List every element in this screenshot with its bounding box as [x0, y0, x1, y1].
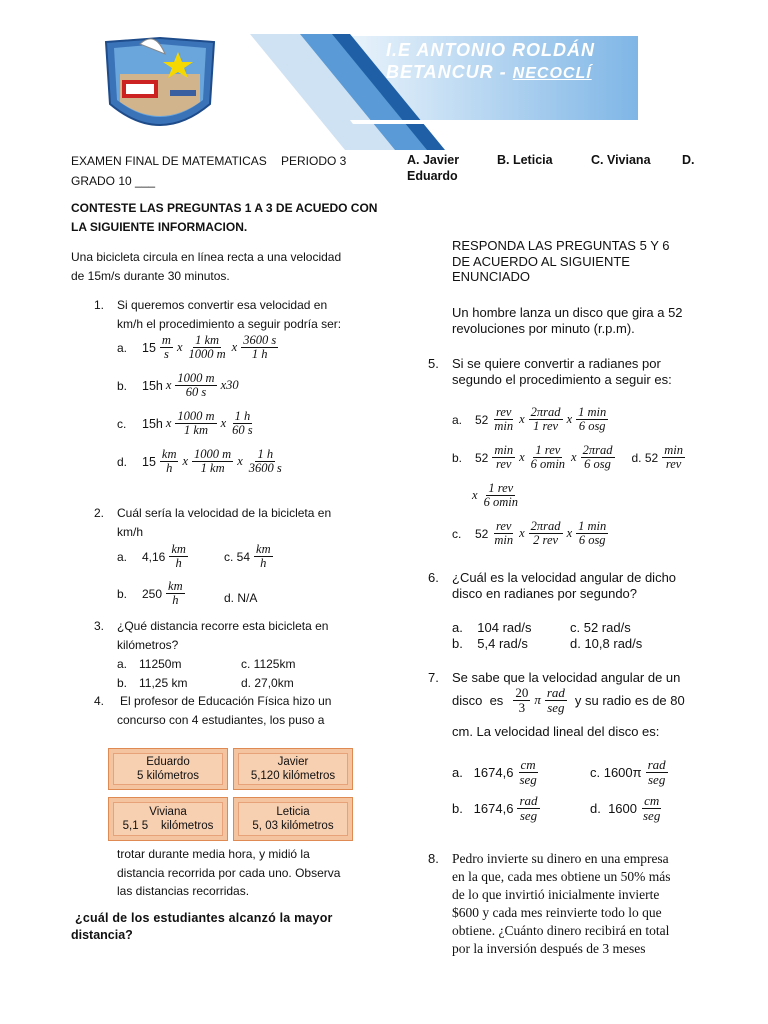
q2-text-line1: Cuál sería la velocidad de la bicicleta en	[117, 506, 332, 520]
q7-pi: π	[534, 692, 541, 708]
q1-d-frac1-num: km	[161, 447, 177, 461]
q1-d-frac2-den: 1 km	[200, 461, 225, 476]
times-sign: x	[519, 526, 525, 541]
q2-c-label: c. 54	[224, 549, 251, 564]
q2-a-unit-num: km	[171, 542, 186, 556]
q7-unit-num: rad	[546, 685, 565, 700]
student-card-viviana	[108, 797, 228, 841]
q6-option-c: c. 52 rad/s	[570, 620, 631, 635]
q7-a-unit	[517, 758, 538, 786]
q1-d-frac1	[160, 448, 179, 475]
q1-a-frac3-den: 1 h	[251, 347, 268, 362]
times-sign: x	[472, 488, 478, 503]
q5-c-frac3	[576, 520, 608, 547]
q5-d-label: d. 52	[631, 450, 659, 465]
q5-c-frac2-den: 2 rev	[533, 533, 559, 548]
q6-number: 6.	[428, 570, 439, 585]
q2-option-d: d. N/A	[224, 591, 258, 605]
q8-text-line: de lo que invirtió inicialmente invierte	[452, 887, 660, 902]
student-name: Leticia	[276, 805, 310, 818]
q7-angular-coef	[513, 686, 530, 714]
exam-title: EXAMEN FINAL DE MATEMATICAS	[71, 154, 267, 168]
q1-a-label: a.	[117, 340, 128, 355]
q7-text-line2	[452, 686, 685, 714]
q5-b-frac2-num: 1 rev	[535, 443, 561, 457]
instruction-5-6-line2: DE ACUERDO AL SIGUIENTE	[452, 254, 630, 269]
q8-text-line: por la inversión después de 3 meses	[452, 941, 646, 956]
q5-d-frac1	[662, 444, 685, 471]
q5-c-frac3-den: 6 osg	[578, 533, 606, 548]
times-sign: x	[165, 416, 172, 431]
q1-a-frac2	[187, 334, 228, 361]
school-name-betancur: BETANCUR -	[386, 62, 507, 82]
q7-d-unit-num: cm	[644, 793, 660, 808]
q4-answer-d: D.	[682, 153, 695, 167]
q8-text-line: obtiene. ¿Cuánto dinero recibirá en total	[452, 923, 670, 938]
q2-option-b	[117, 580, 186, 607]
q6-option-a: a. 104 rad/s	[452, 620, 532, 635]
q1-b-frac1-num: 1000 m	[177, 371, 215, 385]
q7-d-label: d. 1600	[590, 800, 637, 816]
q5-c-frac1-num: rev	[495, 519, 512, 533]
q4-number: 4.	[94, 694, 105, 708]
q1-d-frac1-den: h	[166, 461, 173, 476]
q5-a-frac3-den: 6 osg	[578, 419, 606, 434]
q3-text-line2: kilómetros?	[117, 638, 179, 652]
q8-number: 8.	[428, 851, 439, 866]
school-city: NECOCLÍ	[512, 65, 592, 82]
q1-a-frac2-den: 1000 m	[188, 347, 226, 362]
q7-text-line1: Se sabe que la velocidad angular de un	[452, 670, 681, 685]
times-sign: x	[220, 416, 227, 431]
q6-option-d: d. 10,8 rad/s	[570, 636, 643, 651]
q2-a-label: a.	[117, 549, 128, 564]
instruction-line1: CONTESTE LAS PREGUNTAS 1 A 3 DE ACUEDO CON	[71, 201, 378, 215]
disc-context-line1: Un hombre lanza un disco que gira a 52	[452, 305, 683, 320]
exam-period: PERIODO 3	[281, 154, 347, 168]
q3-option-c: c. 1125km	[241, 657, 296, 671]
q1-a-frac1-den: s	[163, 347, 169, 362]
student-distance: 5,120 kilómetros	[250, 770, 336, 782]
q8-text-line: Pedro invierte su dinero en una empresa	[452, 851, 669, 866]
student-card-leticia	[233, 797, 353, 841]
q5-d-frac1-num: min	[664, 443, 683, 457]
q1-text-line2: km/h el procedimiento a seguir podría ser:	[117, 317, 342, 331]
q4-answer-b: B. Leticia	[497, 153, 553, 167]
q5-a-frac3	[576, 406, 608, 433]
q1-a-coef: 15	[142, 340, 156, 355]
q4-question-line2: distancia?	[71, 928, 133, 942]
q7-tail: y su radio es de 80	[574, 692, 685, 708]
q5-a-frac2-den: 1 rev	[533, 419, 559, 434]
q5-b-coef: 52	[475, 450, 489, 465]
q1-b-tail: x30	[220, 378, 239, 393]
instruction-5-6-line1: RESPONDA LAS PREGUNTAS 5 Y 6	[452, 238, 670, 253]
q5-b-frac1-num: min	[494, 443, 514, 457]
q5-number: 5.	[428, 356, 439, 371]
header-banner	[100, 34, 640, 150]
q6-option-b: b. 5,4 rad/s	[452, 636, 528, 651]
q7-option-d	[590, 794, 663, 822]
q7-d-unit-den: seg	[643, 807, 661, 823]
q2-option-c	[224, 543, 274, 570]
q4-after-line2: distancia recorrida por cada uno. Observa	[117, 866, 341, 880]
q1-b-frac1	[175, 372, 216, 399]
q5-b-frac1-den: rev	[495, 457, 512, 472]
q2-c-unit	[254, 543, 273, 570]
q5-option-b	[452, 444, 686, 471]
q5-d-frac1-den: rev	[665, 457, 682, 472]
q1-b-frac1-den: 60 s	[185, 385, 207, 400]
q3-option-d: d. 27,0km	[241, 676, 294, 690]
q1-c-frac2-num: 1 h	[234, 409, 251, 423]
q1-d-frac3	[247, 448, 284, 475]
q7-d-unit	[641, 794, 662, 822]
q3-text-line1: ¿Qué distancia recorre esta bicicleta en	[117, 619, 329, 633]
q7-option-b	[452, 794, 541, 822]
q2-text-line2: km/h	[117, 525, 144, 539]
q5-c-frac1	[492, 520, 515, 547]
q7-disc-label: disco es	[452, 692, 504, 708]
times-sign: x	[566, 412, 573, 427]
q5-option-a	[452, 406, 609, 433]
q1-c-frac1	[175, 410, 216, 437]
q5-d-frac2-num: 1 rev	[488, 481, 514, 495]
q5-a-frac1	[492, 406, 515, 433]
q7-c-label: c. 1600π	[590, 764, 642, 780]
q1-c-frac1-den: 1 km	[184, 423, 208, 438]
q2-b-value: 250	[142, 586, 163, 601]
q1-a-frac3	[241, 334, 278, 361]
q7-frac-den: 3	[518, 699, 526, 715]
q1-c-frac1-num: 1000 m	[177, 409, 215, 423]
context-line2: de 15m/s durante 30 minutos.	[71, 269, 230, 283]
times-sign: x	[237, 454, 243, 469]
q5-b-frac1	[492, 444, 515, 471]
q5-c-label: c.	[452, 526, 462, 541]
q5-a-frac2-num: 2πrad	[530, 405, 561, 419]
q1-d-label: d.	[117, 454, 128, 469]
q7-a-label: a. 1674,6	[452, 764, 514, 780]
q5-b-frac3-num: 2πrad	[582, 443, 613, 457]
student-name: Javier	[277, 755, 309, 768]
student-distance: 5 kilómetros	[137, 770, 199, 782]
q5-c-coef: 52	[475, 526, 489, 541]
q4-question-line1: ¿cuál de los estudiantes alcanzó la mayor	[75, 911, 333, 925]
times-sign: x	[182, 454, 189, 469]
q1-option-b	[117, 372, 239, 399]
q1-d-frac2-num: 1000 m	[194, 447, 232, 461]
q7-b-label: b. 1674,6	[452, 800, 514, 816]
q6-text-line1: ¿Cuál es la velocidad angular de dicho	[452, 570, 677, 585]
q4-answer-a: A. Javier	[407, 153, 460, 167]
q2-c-unit-den: h	[260, 556, 267, 571]
disc-context-line2: revoluciones por minuto (r.p.m).	[452, 321, 635, 336]
q5-c-frac2-num: 2πrad	[530, 519, 561, 533]
q5-a-label: a.	[452, 412, 463, 427]
q5-b-frac3	[581, 444, 615, 471]
q7-c-unit-den: seg	[647, 771, 666, 787]
q7-option-c	[590, 758, 669, 786]
q4-after-line3: las distancias recorridas.	[117, 884, 250, 898]
q5-c-frac2	[529, 520, 563, 547]
q7-b-unit-den: seg	[519, 807, 538, 823]
q3-b-label: b.	[117, 676, 128, 690]
q2-b-unit	[166, 580, 185, 607]
q1-d-frac3-num: 1 h	[257, 447, 274, 461]
q7-a-unit-num: cm	[520, 757, 536, 772]
q1-text-line1: Si queremos convertir esa velocidad en	[117, 298, 328, 312]
school-name-line2	[386, 62, 592, 83]
q5-d-frac2	[482, 482, 520, 509]
student-distance: 5,1 5 kilómetros	[122, 820, 214, 832]
times-sign: x	[176, 340, 183, 355]
q1-d-frac2	[192, 448, 233, 475]
times-sign: x	[231, 340, 238, 355]
q1-b-coef: 15h	[142, 378, 163, 393]
logo-text: PAZ	[150, 132, 186, 142]
q1-a-frac1	[160, 334, 173, 361]
q1-a-frac2-num: 1 km	[195, 333, 220, 347]
q2-a-unit	[169, 543, 188, 570]
q5-c-frac3-num: 1 min	[578, 519, 607, 533]
q2-a-value: 4,16	[142, 549, 166, 564]
school-name-line1: I.E ANTONIO ROLDÁN	[386, 40, 596, 60]
q5-b-frac3-den: 6 osg	[584, 457, 611, 472]
q1-option-d	[117, 448, 285, 475]
times-sign: x	[165, 378, 172, 393]
q3-b-value: 11,25 km	[139, 676, 188, 690]
q1-c-label: c.	[117, 416, 127, 431]
q5-a-frac3-num: 1 min	[578, 405, 607, 419]
times-sign: x	[571, 450, 577, 465]
context-line1: Una bicicleta circula en línea recta a una velocidad	[71, 250, 342, 264]
q1-c-frac2	[230, 410, 255, 437]
q7-unit-den: seg	[547, 699, 565, 715]
q2-b-unit-den: h	[172, 593, 179, 608]
q2-number: 2.	[94, 506, 105, 520]
q7-a-unit-den: seg	[519, 771, 537, 787]
q1-option-c	[117, 410, 256, 437]
q7-c-unit	[646, 758, 668, 786]
q7-text-line3: cm. La velocidad lineal del disco es:	[452, 724, 660, 739]
q7-angular-unit	[545, 686, 567, 714]
q8-text-line: $600 y cada mes reinvierte todo lo que	[452, 905, 662, 920]
q2-c-unit-num: km	[256, 542, 271, 556]
q1-d-frac3-den: 3600 s	[248, 461, 282, 476]
q3-number: 3.	[94, 619, 105, 633]
times-sign: x	[566, 526, 573, 541]
q5-b-label: b.	[452, 450, 463, 465]
q1-c-coef: 15h	[142, 416, 163, 431]
times-sign: x	[519, 412, 525, 427]
q4-answer-d-name: Eduardo	[407, 169, 458, 183]
instruction-line2: LA SIGUIENTE INFORMACION.	[71, 220, 248, 234]
q1-a-frac1-num: m	[161, 333, 171, 347]
q3-a-label: a.	[117, 657, 128, 671]
q2-b-unit-num: km	[168, 579, 183, 593]
q1-b-label: b.	[117, 378, 128, 393]
q1-d-coef: 15	[142, 454, 156, 469]
q7-b-unit-num: rad	[519, 793, 538, 808]
q7-c-unit-num: rad	[647, 757, 666, 772]
q5-c-frac1-den: min	[494, 533, 514, 548]
q5-d-frac2-den: 6 omin	[483, 495, 518, 510]
exam-grade: GRADO 10 ___	[71, 174, 156, 188]
student-card-eduardo	[108, 748, 228, 790]
student-distance: 5, 03 kilómetros	[252, 820, 334, 832]
student-name: Eduardo	[146, 755, 190, 768]
q5-text-line1: Si se quiere convertir a radianes por	[452, 356, 661, 371]
q4-text-line2: concurso con 4 estudiantes, los puso a	[117, 713, 325, 727]
q8-text-line: en la que, cada mes obtiene un 50% más	[452, 869, 671, 884]
q4-after-line1: trotar durante media hora, y midió la	[117, 847, 310, 861]
q5-text-line2: segundo el procedimiento a seguir es:	[452, 372, 672, 387]
q4-text-line1: El profesor de Educación Física hizo un	[120, 694, 332, 708]
q4-answer-c: C. Viviana	[591, 153, 651, 167]
q5-option-c	[452, 520, 609, 547]
q7-frac-num: 20	[515, 685, 529, 700]
q5-option-d-continued	[472, 482, 521, 509]
q7-number: 7.	[428, 670, 439, 685]
q5-b-frac2	[529, 444, 567, 471]
q2-b-label: b.	[117, 586, 128, 601]
q5-a-coef: 52	[475, 412, 489, 427]
q5-a-frac1-den: min	[494, 419, 514, 434]
q3-a-value: 11250m	[139, 657, 182, 671]
times-sign: x	[519, 450, 525, 465]
q6-text-line2: disco en radianes por segundo?	[452, 586, 638, 601]
q5-a-frac2	[529, 406, 563, 433]
student-card-javier	[233, 748, 353, 790]
instruction-5-6-line3: ENUNCIADO	[452, 269, 531, 284]
q1-a-frac3-num: 3600 s	[243, 333, 277, 347]
q1-option-a	[117, 334, 279, 361]
q1-number: 1.	[94, 298, 105, 312]
q2-option-a	[117, 543, 189, 570]
q5-a-frac1-num: rev	[495, 405, 512, 419]
q1-c-frac2-den: 60 s	[232, 423, 253, 438]
student-name: Viviana	[149, 805, 187, 818]
q2-a-unit-den: h	[175, 556, 182, 571]
q7-b-unit	[517, 794, 539, 822]
q7-option-a	[452, 758, 540, 786]
q5-b-frac2-den: 6 omin	[530, 457, 566, 472]
